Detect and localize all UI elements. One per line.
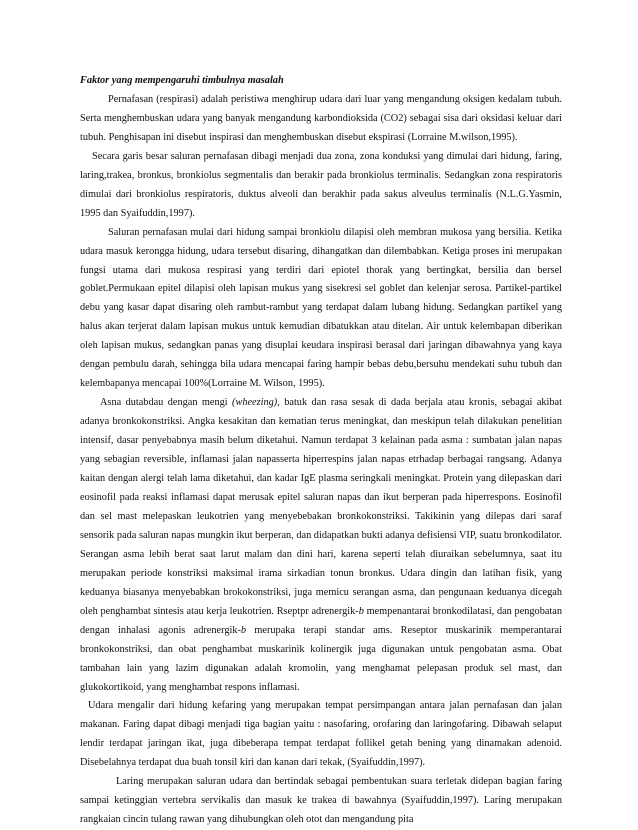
- paragraph-asma: [80, 394, 562, 697]
- asma-emphasis-wheezing: (wheezing): [232, 397, 278, 409]
- paragraph-respirasi: Pernafasan (respirasi) adalah peristiwa menghirup udara dari luar yang mengandung oksigen kedalam tubuh. Serta menghembuskan udara yang banyak mengandung karbondioksida (CO2) sebagai sisa dari oksidasi keluar dari tubuh. Penghisapan ini disebut inspirasi dan menghembuskan disebut ekspirasi (Lorraine M.wilson,1995).: [80, 93, 562, 143]
- paragraph-faring: Udara mengalir dari hidung kefaring yang merupakan tempat persimpangan antara jalan pernafasan dan jalan makanan. Faring dapat dibagi menjadi tiga bagian yaitu : nasofaring, orofaring dan laringofaring. Dibawah selaput lendir terdapat jaringan ikat, juga dibeberapa tempat terdapat follikel getah bening yang dinamakan adenoid. Disebelahnya terdapat dua buah tonsil kiri dan kanan dari tekak, (Syaifuddin,1997).: [80, 700, 562, 769]
- asma-emphasis-b2: b: [240, 624, 247, 636]
- asma-text-end: merupaka terapi standar ams. Reseptor muskarinik memperantarai bronkokonstriksi, dan obat penghambat muskarinik kolinergik juga digunakan untuk pengobatan asma. Obat tambahan lain yang lazim digunakan adalah kromolin, yang menghamat pelepasan produk sel mast, dan glukokortikoid, yang menghambat respons inflamasi.: [80, 624, 562, 693]
- paragraph-zona: Secara garis besar saluran pernafasan dibagi menjadi dua zona, zona konduksi yang dimulai dari hidung, faring, laring,trakea, bronkus, bronkiolus segmentalis dan berakir pada bronkiolus terminalis. Sedangkan zona respiratoris dimulai dari bronkiolus respiratoris, duktus alveoli dan berakhir pada sakus alveulus terminalis (N.L.G.Yasmin, 1995 dan Syaifuddin,1997).: [80, 150, 562, 219]
- asma-text-start: Asna dutabdau dengan mengi: [100, 397, 233, 409]
- asma-text-middle-2: mempenantarai bronkodilatasi, dan pengobatan dengan inhalasi agonis adrenergik-: [80, 605, 563, 636]
- document-page: [80, 72, 562, 830]
- paragraph-laring: Laring merupakan saluran udara dan bertindak sebagai pembentukan suara terletak didepan bagian faring sampai ketinggian vertebra servikalis dan masuk ke trakea di bawahnya (Syaifuddin,1997). Laring merupakan rangkaian cincin tulang rawan yang dihubungkan oleh otot dan mengandung pita: [80, 776, 562, 826]
- section-title: Faktor yang mempengaruhi timbulnya masalah: [80, 75, 284, 86]
- asma-emphasis-b1: b: [358, 605, 364, 617]
- asma-text-middle: , batuk dan rasa sesak di dada berjala atau kronis, sebagai akibat adanya bronkokonstriksi. Angka kesakitan dan kematian terus meningkat, dan meskipun telah dilakukan penelitian intensif, dasar penyebabnya masih belum diketahui. Namun terdapat 3 kelainan pada asma : sumbatan jalan napas yang sebagian reversible, inflamasi jalan napasserta hiperrespins jalan napas etrhadap berbagai rangsang. Adanya kaitan dengan alergi telah lama diketahui, dan kadar IgE plasma seringkali meningkat. Protein yang dilepaskan dari eosinofil pada reaksi inflamasi dapat merusak epitel saluran napas dan ikut berperan pada hiperrespons. Eosinofil dan sel mast melepaskan leukotrien yang menyebebakan bronkokonstriksi. Takikinin yang dilepas dari saraf sensorik pada saluran napas mungkin ikut berperan, dan didapatkan bukti adanya defisiensi VIP, suatu bronkodilator. Serangan asma lebih berat saat larut malam dan dini hari, karena seperti telah diuraikan sebelumnya, saat itu merupakan periode konstriksi maksimal irama sirkadian tonun bronkus. Udara dingin dan latihan fisik, yang keduanya biasanya menyebabkan brokokonstriksi, juga memicu serangan asma, dan pengunaan keduanya dicegah oleh penghambat sintesis atau kerja leukotrien. Rseptpr adrenergik-: [80, 397, 562, 617]
- paragraph-saluran: Saluran pernafasan mulai dari hidung sampai bronkiolu dilapisi oleh membran mukosa yang bersilia. Ketika udara masuk kerongga hidung, udara tersebut disaring, dihangatkan dan dilembabkan. Ketiga proses ini merupakan fungsi utama dari mukosa respirasi yang terdiri dari epiotel thorak yang bertingkat, bersilia dan bersel goblet.Permukaan epitel dilapisi oleh lapisan mukus yang sisekresi sel goblet dan kelenjar serosa. Partikel-partikel debu yang kasar dapat disaring oleh rambut-rambut yang terdapat dalam lubang hidung. Sedangkan partikel yang halus akan terjerat dalam lapisan mukus untuk kemudian dibatukkan atau ditelan. Air untuk kelembapan diberikan oleh lapisan mukus, sedangkan panas yang disuplai keudara inspirasi berasal dari jaringan dibawahnya yang kaya dengan pembulu darah, sehingga bila udara mencapai faring hampir bebas debu,bersuhu mendekati suhu tubuh dan kelembapanya mencapai 100%(Lorraine M. Wilson, 1995).: [80, 226, 562, 390]
